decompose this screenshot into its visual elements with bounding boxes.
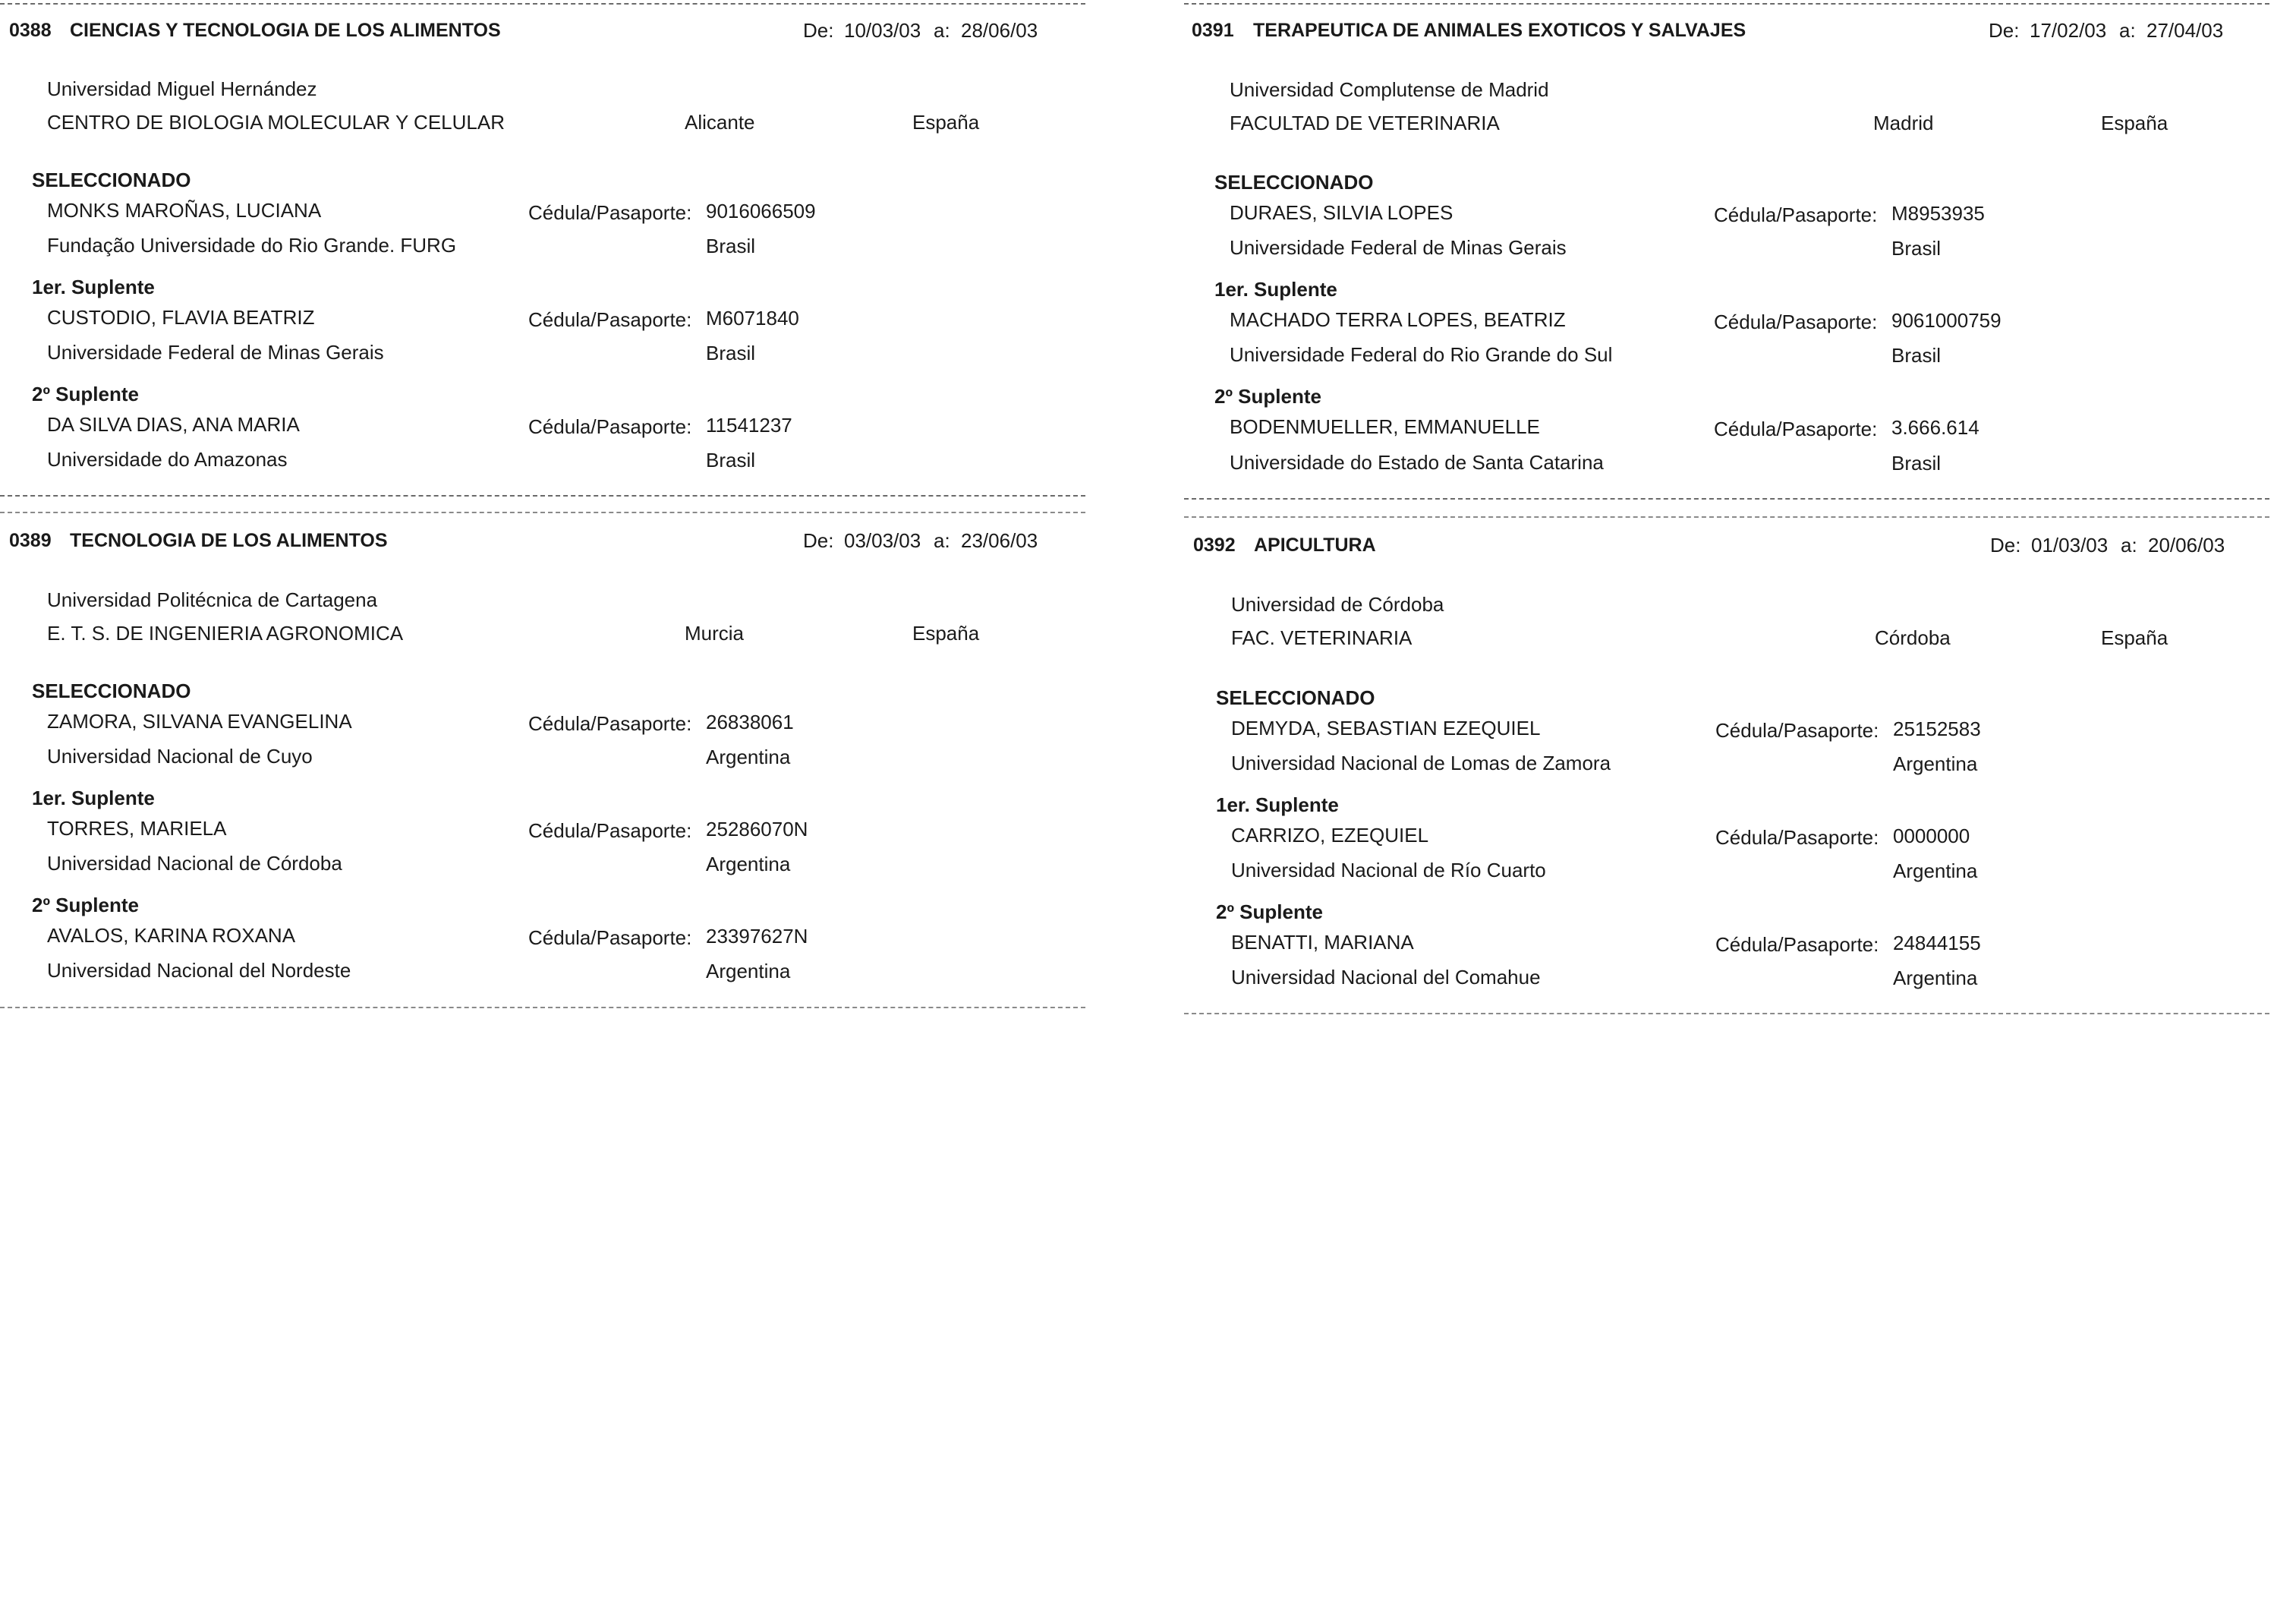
candidate-id: 25152583 [1893, 717, 1981, 740]
host-city: Alicante [685, 111, 755, 134]
candidate-country: Argentina [1893, 859, 1978, 882]
date-from: 03/03/03 [844, 529, 921, 552]
date-from-label: De: [803, 19, 834, 42]
id-label: Cédula/Pasaporte: [528, 415, 692, 438]
candidate-id: M8953935 [1891, 202, 1985, 225]
candidate-institution: Universidad Nacional del Comahue [1231, 966, 1541, 989]
date-to: 27/04/03 [2146, 19, 2224, 42]
program-card-0389 [0, 510, 1085, 1026]
top-divider [0, 512, 1085, 513]
host-city: Murcia [685, 622, 745, 645]
candidate-country: Argentina [706, 960, 791, 982]
host-country: España [912, 622, 980, 645]
date-from: 17/02/03 [2030, 19, 2107, 42]
candidate-institution: Universidade do Amazonas [47, 448, 288, 471]
candidate-name: TORRES, MARIELA [47, 817, 227, 840]
id-label: Cédula/Pasaporte: [1714, 311, 1878, 333]
program-title: APICULTURA [1254, 535, 1376, 556]
id-label: Cédula/Pasaporte: [1715, 826, 1879, 849]
host-center: CENTRO DE BIOLOGIA MOLECULAR Y CELULAR [47, 111, 505, 134]
role-label: 2º Suplente [1214, 385, 1321, 408]
date-to: 28/06/03 [961, 19, 1038, 42]
candidate-country: Argentina [706, 853, 791, 875]
date-from-label: De: [1989, 19, 2020, 42]
bottom-divider [0, 1007, 1085, 1008]
candidate-institution: Universidade Federal do Rio Grande do Sul [1230, 343, 1613, 366]
candidate-name: DURAES, SILVIA LOPES [1230, 201, 1454, 224]
host-country: España [2101, 626, 2168, 649]
candidate-institution: Universidad Nacional de Río Cuarto [1231, 859, 1546, 881]
candidate-name: CARRIZO, EZEQUIEL [1231, 824, 1429, 847]
date-to-label: a: [934, 19, 950, 42]
candidate-institution: Universidade do Estado de Santa Catarina [1230, 451, 1604, 474]
candidate-id: 23397627N [706, 925, 808, 948]
program-card-0388 [0, 0, 1085, 516]
program-code: 0388 [9, 20, 52, 41]
candidate-country: Brasil [706, 342, 756, 364]
id-label: Cédula/Pasaporte: [528, 819, 692, 842]
candidate-name: DEMYDA, SEBASTIAN EZEQUIEL [1231, 717, 1541, 739]
id-label: Cédula/Pasaporte: [1715, 719, 1879, 742]
role-label: 2º Suplente [32, 383, 139, 405]
host-university: Universidad Miguel Hernández [47, 77, 317, 100]
candidate-id: 26838061 [706, 711, 794, 733]
candidate-country: Brasil [706, 235, 756, 257]
candidate-id: 24844155 [1893, 932, 1981, 954]
id-label: Cédula/Pasaporte: [528, 201, 692, 224]
candidate-institution: Universidad Nacional de Córdoba [47, 852, 342, 875]
role-label: 1er. Suplente [32, 787, 155, 809]
candidate-country: Argentina [1893, 752, 1978, 775]
host-center: FACULTAD DE VETERINARIA [1230, 112, 1500, 134]
candidate-id: 9016066509 [706, 200, 816, 222]
date-to-label: a: [2119, 19, 2136, 42]
host-university: Universidad Complutense de Madrid [1230, 78, 1549, 101]
id-label: Cédula/Pasaporte: [528, 712, 692, 735]
date-to-label: a: [934, 529, 950, 552]
id-label: Cédula/Pasaporte: [528, 308, 692, 331]
program-title: TERAPEUTICA DE ANIMALES EXOTICOS Y SALVAJES [1253, 20, 1746, 41]
candidate-country: Brasil [1891, 344, 1942, 367]
candidate-name: MACHADO TERRA LOPES, BEATRIZ [1230, 308, 1566, 331]
top-divider [1184, 3, 2269, 5]
candidate-country: Brasil [1891, 237, 1942, 260]
candidate-name: BENATTI, MARIANA [1231, 931, 1414, 954]
candidate-institution: Universidade Federal de Minas Gerais [47, 341, 384, 364]
role-label: 2º Suplente [1216, 900, 1323, 923]
candidate-id: 25286070N [706, 818, 808, 840]
id-label: Cédula/Pasaporte: [1714, 418, 1878, 440]
role-label: 1er. Suplente [1214, 278, 1337, 301]
role-label: SELECCIONADO [32, 169, 191, 191]
top-divider [1184, 516, 2269, 518]
id-label: Cédula/Pasaporte: [1714, 203, 1878, 226]
date-to-label: a: [2121, 534, 2137, 557]
host-city: Madrid [1873, 112, 1934, 134]
id-label: Cédula/Pasaporte: [1715, 933, 1879, 956]
host-country: España [912, 111, 980, 134]
date-from: 01/03/03 [2031, 534, 2109, 557]
program-card-0391 [1184, 0, 2269, 516]
host-city: Córdoba [1875, 626, 1951, 649]
host-center: FAC. VETERINARIA [1231, 626, 1413, 649]
candidate-id: 3.666.614 [1891, 416, 1979, 439]
bottom-divider [1184, 1013, 2269, 1014]
candidate-institution: Universidad Nacional de Cuyo [47, 745, 313, 768]
date-from: 10/03/03 [844, 19, 921, 42]
candidate-name: BODENMUELLER, EMMANUELLE [1230, 415, 1540, 438]
role-label: SELECCIONADO [1216, 686, 1375, 709]
program-title: TECNOLOGIA DE LOS ALIMENTOS [70, 530, 388, 551]
host-center: E. T. S. DE INGENIERIA AGRONOMICA [47, 622, 404, 645]
program-code: 0392 [1193, 535, 1236, 556]
candidate-name: CUSTODIO, FLAVIA BEATRIZ [47, 306, 315, 329]
candidate-id: 11541237 [706, 414, 792, 437]
bottom-divider [0, 495, 1085, 497]
program-code: 0391 [1192, 20, 1234, 41]
candidate-institution: Fundação Universidade do Rio Grande. FURG [47, 234, 457, 257]
candidate-institution: Universidad Nacional del Nordeste [47, 959, 351, 982]
candidate-name: MONKS MAROÑAS, LUCIANA [47, 199, 322, 222]
role-label: SELECCIONADO [1214, 171, 1374, 194]
role-label: 1er. Suplente [1216, 793, 1339, 816]
top-divider [0, 3, 1085, 5]
date-to: 20/06/03 [2148, 534, 2225, 557]
role-label: SELECCIONADO [32, 680, 191, 702]
candidate-name: DA SILVA DIAS, ANA MARIA [47, 413, 300, 436]
host-university: Universidad de Córdoba [1231, 593, 1444, 616]
candidate-id: M6071840 [706, 307, 799, 330]
candidate-institution: Universidade Federal de Minas Gerais [1230, 236, 1567, 259]
candidate-country: Brasil [1891, 452, 1942, 475]
candidate-id: 9061000759 [1891, 309, 2002, 332]
role-label: 2º Suplente [32, 894, 139, 916]
candidate-country: Argentina [1893, 967, 1978, 989]
bottom-divider [1184, 498, 2269, 500]
id-label: Cédula/Pasaporte: [528, 926, 692, 949]
candidate-id: 0000000 [1893, 825, 1970, 847]
program-code: 0389 [9, 530, 52, 551]
candidate-country: Brasil [706, 449, 756, 471]
candidate-country: Argentina [706, 746, 791, 768]
candidate-institution: Universidad Nacional de Lomas de Zamora [1231, 752, 1611, 774]
host-university: Universidad Politécnica de Cartagena [47, 588, 378, 611]
program-card-0392 [1184, 515, 2269, 1031]
candidate-name: ZAMORA, SILVANA EVANGELINA [47, 710, 352, 733]
candidate-name: AVALOS, KARINA ROXANA [47, 924, 296, 947]
program-title: CIENCIAS Y TECNOLOGIA DE LOS ALIMENTOS [70, 20, 501, 41]
role-label: 1er. Suplente [32, 276, 155, 298]
host-country: España [2101, 112, 2168, 134]
date-from-label: De: [803, 529, 834, 552]
date-to: 23/06/03 [961, 529, 1038, 552]
date-from-label: De: [1990, 534, 2021, 557]
